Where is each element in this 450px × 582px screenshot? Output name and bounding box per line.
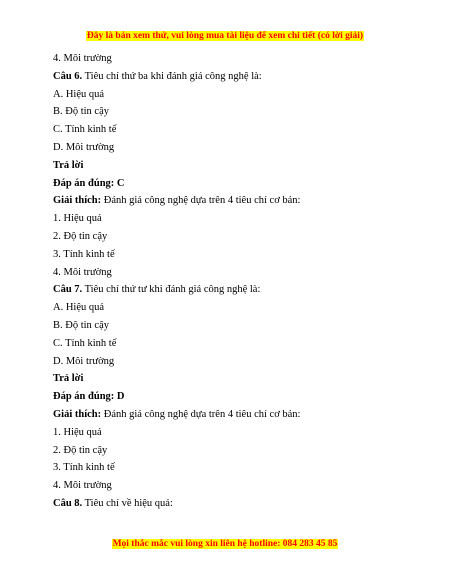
line-bold-text: Câu 7. xyxy=(53,284,83,296)
document-line xyxy=(53,86,413,104)
document-line xyxy=(53,192,413,210)
document-line xyxy=(53,281,413,299)
line-bold-text: Đáp án đúng: D xyxy=(53,391,125,403)
document-line xyxy=(53,210,413,228)
document-line xyxy=(53,335,413,353)
line-text: 1. Hiệu quả xyxy=(53,426,102,438)
line-text: A. Hiệu quả xyxy=(53,88,105,100)
line-bold-text: Giải thích: xyxy=(53,195,102,207)
document-line xyxy=(53,353,413,371)
line-bold-text: Giải thích: xyxy=(53,408,102,420)
line-text: Đánh giá công nghệ dựa trên 4 tiêu chí cơ bản: xyxy=(101,408,301,420)
line-text: Đánh giá công nghệ dựa trên 4 tiêu chí cơ bản: xyxy=(101,195,301,207)
line-bold-text: Trả lời xyxy=(53,373,84,385)
document-line xyxy=(53,264,413,282)
document-line xyxy=(53,388,413,406)
document-line xyxy=(53,50,413,68)
document-line xyxy=(53,424,413,442)
line-text: 4. Môi trường xyxy=(53,480,112,492)
line-text: B. Độ tin cậy xyxy=(53,106,109,118)
document-line xyxy=(53,459,413,477)
line-text: 1. Hiệu quả xyxy=(53,213,102,225)
line-bold-text: Đáp án đúng: C xyxy=(53,177,125,189)
document-line xyxy=(53,495,413,513)
preview-notice-banner xyxy=(0,25,450,43)
document-line xyxy=(53,121,413,139)
line-text: 4. Môi trường xyxy=(53,266,112,278)
document-line xyxy=(53,246,413,264)
document-line xyxy=(53,442,413,460)
document-line xyxy=(53,406,413,424)
preview-notice-text: Đây là bản xem thử, vui lòng mua tài liệu để xem chi tiết (có lời giải) xyxy=(86,31,364,41)
document-line xyxy=(53,228,413,246)
document-line xyxy=(53,370,413,388)
line-text: Tiêu chí về hiệu quả: xyxy=(82,497,173,509)
line-text: 4. Môi trường xyxy=(53,53,112,64)
line-text: C. Tính kinh tế xyxy=(53,337,117,349)
document-line xyxy=(53,103,413,121)
line-text: D. Môi trường xyxy=(53,355,115,367)
document-line xyxy=(53,175,413,193)
document-line xyxy=(53,299,413,317)
line-bold-text: Câu 8. xyxy=(53,497,83,509)
hotline-footer-banner xyxy=(0,533,450,551)
hotline-text: Mọi thắc mắc vui lòng xin liên hệ hotline: 084 283 45 85 xyxy=(112,539,338,549)
line-text: 3. Tính kinh tế xyxy=(53,462,115,474)
line-text: B. Độ tin cậy xyxy=(53,319,109,331)
document-line xyxy=(53,139,413,157)
line-text: 2. Độ tin cậy xyxy=(53,230,108,242)
line-text: Tiêu chí thứ ba khi đánh giá công nghệ là: xyxy=(82,70,262,82)
document-line xyxy=(53,317,413,335)
line-text: C. Tính kinh tế xyxy=(53,124,117,136)
line-text: 3. Tính kinh tế xyxy=(53,248,115,260)
line-text: A. Hiệu quả xyxy=(53,302,105,314)
line-text: Tiêu chí thứ tư khi đánh giá công nghệ là: xyxy=(82,284,261,296)
line-text: 2. Độ tin cậy xyxy=(53,444,108,456)
line-bold-text: Trả lời xyxy=(53,159,84,171)
document-line xyxy=(53,68,413,86)
document-line xyxy=(53,477,413,495)
document-body xyxy=(53,50,413,513)
line-bold-text: Câu 6. xyxy=(53,70,83,82)
document-line xyxy=(53,157,413,175)
line-text: D. Môi trường xyxy=(53,141,115,153)
